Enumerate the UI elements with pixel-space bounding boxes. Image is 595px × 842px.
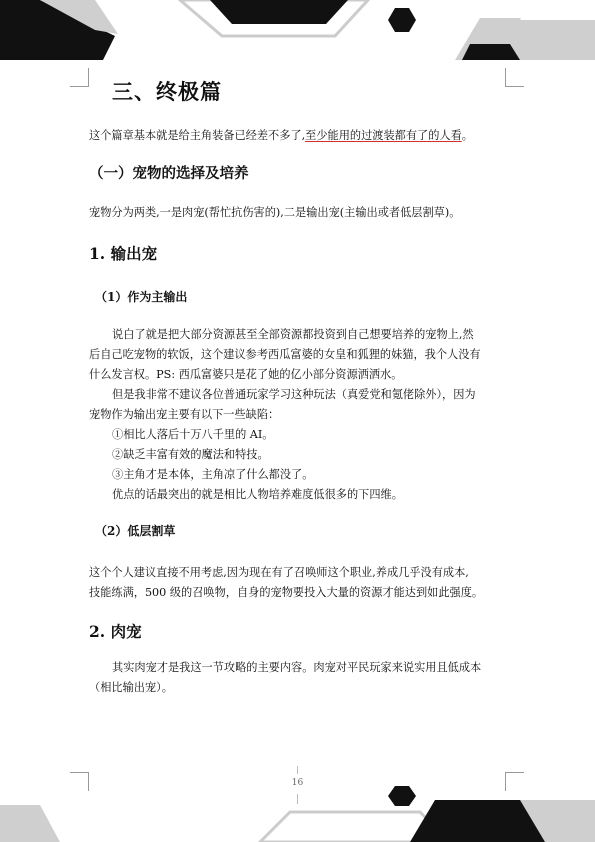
footer-divider-bottom — [297, 794, 298, 804]
top-right-white-shape — [520, 0, 595, 20]
advantage-line: 优点的话最突出的就是相比人物培养难度低很多的下四维。 — [112, 488, 403, 501]
list-item: ①相比人落后十万八千里的 AI。 — [112, 428, 274, 441]
bottom-hexagon-shape — [388, 786, 416, 806]
intro-text: 这个篇章基本就是给主角装备已经差不多了, — [89, 129, 306, 142]
main-output-paragraph-1 — [89, 325, 507, 385]
list-item: ③主角才是本体，主角凉了什么都没了。 — [112, 468, 314, 481]
intro-text-end: 。 — [461, 129, 473, 142]
top-right-black-shape — [462, 44, 520, 60]
item-heading-low-level-farming: （2）低层割草 — [95, 524, 176, 538]
low-level-farming-paragraph — [89, 563, 507, 603]
text-line: 后自己吃宠物的软饭，这个建议参考西瓜富婆的女皇和狐狸的妹猫，我个人没有 — [89, 348, 481, 361]
footer-divider-top — [297, 766, 298, 774]
intro-underlined-text: 至少能用的过渡装都有了的人看 — [305, 129, 462, 142]
text-line: 这个个人建议直接不用考虑,因为现在有了召唤师这个职业,养成几乎没有成本, — [89, 566, 469, 579]
top-center-black-shape — [210, 0, 348, 24]
text-line: 技能练满，500 级的召唤物，自身的宠物要投入大量的资源才能达到如此强度。 — [89, 586, 484, 599]
page-title: 三、终极篇 — [112, 79, 222, 104]
text-line: 宠物作为输出宠主要有以下一些缺陷： — [89, 408, 280, 421]
top-hexagon-shape — [388, 8, 416, 32]
item-heading-main-output: （1）作为主输出 — [95, 290, 188, 304]
section-heading-pets: （一）宠物的选择及培养 — [89, 165, 249, 182]
main-output-paragraph-2 — [89, 385, 507, 425]
crop-mark-top-left — [70, 68, 89, 87]
defects-list — [89, 425, 507, 505]
text-line: （相比输出宠）。 — [89, 681, 173, 694]
text-line: 说白了就是把大部分资源甚至全部资源都投资到自己想要培养的宠物上,然 — [112, 328, 474, 341]
text-line: 其实肉宠才是我这一节攻略的主要内容。肉宠对平民玩家来说实用且低成本 — [112, 661, 482, 674]
section-intro-paragraph: 宠物分为两类,一是肉宠(帮忙抗伤害的),二是输出宠(主输出或者低层割草)。 — [89, 206, 461, 219]
page-number: 16 — [291, 778, 304, 788]
list-item: ②缺乏丰富有效的魔法和特技。 — [112, 448, 269, 461]
text-line: 但是我非常不建议各位普通玩家学习这种玩法（真爱党和氪佬除外），因为 — [112, 388, 476, 401]
crop-mark-top-right — [505, 68, 524, 87]
bottom-left-grey-shape — [0, 805, 60, 842]
subsection-heading-output-pet: 1. 输出宠 — [89, 244, 158, 263]
subsection-heading-tank-pet: 2. 肉宠 — [89, 622, 142, 641]
text-line: 什么发言权。PS: 西瓜富婆只是花了她的亿小部分资源洒洒水。 — [89, 368, 403, 381]
tank-pet-paragraph — [89, 658, 507, 698]
intro-paragraph — [89, 126, 507, 146]
